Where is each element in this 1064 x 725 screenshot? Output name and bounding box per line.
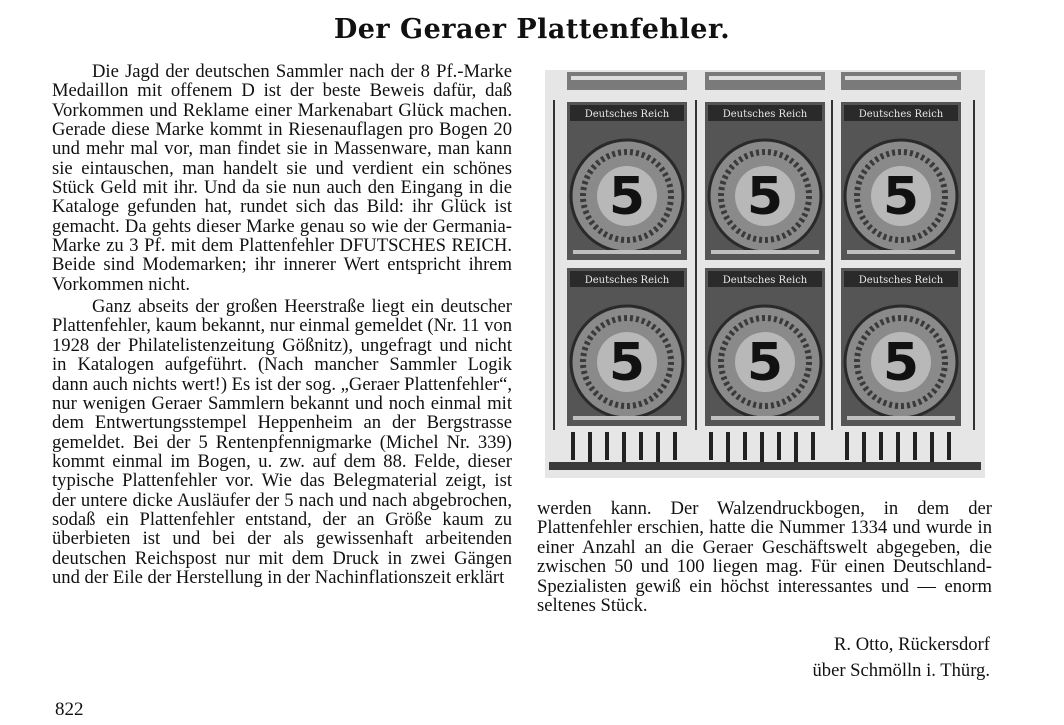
article-title: Der Geraer Plattenfehler. <box>333 14 731 45</box>
stamp-value-text: 5 <box>882 333 920 393</box>
sheet-margin-strip <box>549 462 981 470</box>
stamp-header-text: Deutsches Reich <box>858 109 944 120</box>
stamp-value-text: 5 <box>746 167 784 227</box>
sheet-margin-bar <box>862 432 866 466</box>
sheet-margin-bar <box>656 432 660 466</box>
stamp-bottom-line <box>711 416 819 420</box>
stamp-value-text: 5 <box>608 333 646 393</box>
stamp-bottom-line <box>847 250 955 254</box>
stamp-header-text: Deutsches Reich <box>584 109 670 120</box>
sheet-margin-bar <box>947 432 951 460</box>
page-number: 822 <box>55 699 84 720</box>
author-name: R. Otto, Rückersdorf <box>834 634 990 655</box>
sheet-margin-bar <box>605 432 609 460</box>
stamp-value-text: 5 <box>608 167 646 227</box>
stamp-header-text: Deutsches Reich <box>722 109 808 120</box>
stamp-bottom-line <box>711 250 819 254</box>
author-signature <box>700 632 990 684</box>
perforation-line <box>553 100 555 430</box>
sheet-margin-bar <box>794 432 798 466</box>
stamp-header-text: Deutsches Reich <box>584 275 670 286</box>
sheet-margin-bar <box>639 432 643 460</box>
sheet-margin-bar <box>930 432 934 466</box>
sheet-margin-bar <box>760 432 764 466</box>
stamp-bottom-line <box>573 250 681 254</box>
sheet-margin-bar <box>622 432 626 466</box>
sheet-margin-bar <box>673 432 677 460</box>
stamp-header-text: Deutsches Reich <box>722 275 808 286</box>
left-column <box>52 62 512 587</box>
sheet-margin-bar <box>743 432 747 460</box>
stamp-strip-top <box>567 72 687 90</box>
paragraph-continuation: werden kann. Der Walzendruckbogen, in dem der Plattenfehler erschien, hatte die Nummer 1334 und wurde in einer Anzahl an die Geraer Geschäftswelt abgegeben, die zwischen 50 und 100 liegen mag. Für einen Deutschland-Spezialisten gewiß ein höchst interessantes und — enorm seltenes Stück. <box>537 498 992 617</box>
stamp-strip-top <box>841 72 961 90</box>
perforation-line <box>973 100 975 430</box>
sheet-margin-bar <box>726 432 730 466</box>
right-column <box>537 499 992 615</box>
stamp-sheet-illustration <box>545 70 985 478</box>
stamp-strip-top <box>705 72 825 90</box>
author-place: über Schmölln i. Thürg. <box>812 660 990 681</box>
stamp-value-text: 5 <box>746 333 784 393</box>
stamp-bottom-line <box>573 416 681 420</box>
stamp-strip-line <box>571 76 683 80</box>
stamp-strip-line <box>709 76 821 80</box>
sheet-margin-bar <box>709 432 713 460</box>
sheet-margin-bar <box>896 432 900 466</box>
stamp-header-text: Deutsches Reich <box>858 275 944 286</box>
sheet-margin-bar <box>571 432 575 460</box>
stamp-bottom-line <box>847 416 955 420</box>
paragraph-main: Ganz abseits der großen Heerstraße liegt ein deutscher Plattenfehler, kaum bekannt, nur einmal gemeldet (Nr. 11 von 1928 der Philatelistenzeitung Gößnitz), ungefragt und nicht in Katalogen aufgeführt. (Nach mancher Sammler Logik dann auch nichts wert!) Es ist der sog. „Geraer Plattenfehler“, nur wenigen Geraer Sammlern bekannt und noch einmal mit dem Entwertungsstempel Heppenheim an der Bergstrasse gemeldet. Bei der 5 Rentenpfennigmarke (Michel Nr. 339) kommt einmal im Bogen, u. zw. auf dem 88. Felde, dieser typische Plattenfehler vor. Wie das Belegmaterial zeigt, ist der untere dicke Ausläufer der 5 nach und nach abgebrochen, sodaß ein Plattenfehler entstand, der an Größe kaum zu überbieten ist und bei der als gewissenhaft arbeitenden deutschen Reichspost nur mit dem Druck in zwei Gängen und der Eile der Herstellung in der Nachinflationszeit erklärt <box>52 296 513 588</box>
sheet-margin-bar <box>777 432 781 460</box>
sheet-margin-bar <box>811 432 815 460</box>
stamp-sheet-photo <box>545 70 985 478</box>
sheet-margin-bar <box>913 432 917 460</box>
perforation-line <box>831 100 833 430</box>
stamp-strip-line <box>845 76 957 80</box>
perforation-line <box>695 100 697 430</box>
paragraph-intro: Die Jagd der deutschen Sammler nach der 8 Pf.-Marke Medaillon mit offenem D ist der beste Beweis dafür, daß Vorkommen und Reklame einer Markenabart Glück machen. Gerade diese Marke kommt in Riesenauflagen pro Bogen 20 und mehr mal vor, man findet sie in Massenware, man kann sie eintauschen, man handelt sie und verdient ein schönes Stück Geld mit ihr. Und da sie nun auch den Eingang in die Kataloge gefunden hat, rundet sich das Bild: ihr Glück ist gemacht. Da gehts dieser Marke genau so wie der Germania-Marke zu 3 Pf. mit dem Plattenfehler DFUTSCHES REICH. Beide sind Modemarken; ihr innerer Wert entspricht ihrem Vorkommen nicht. <box>52 61 512 295</box>
stamp-value-text: 5 <box>882 167 920 227</box>
sheet-margin-bar <box>845 432 849 460</box>
sheet-margin-bar <box>588 432 592 466</box>
sheet-margin-bar <box>879 432 883 460</box>
